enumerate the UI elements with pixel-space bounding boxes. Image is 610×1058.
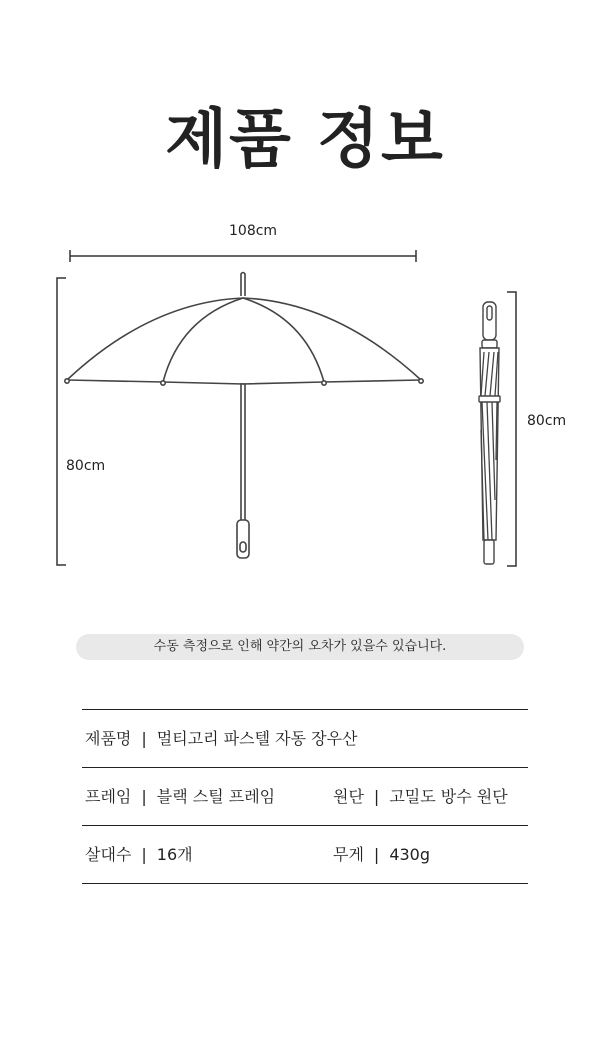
page-title: 제품 정보 xyxy=(165,103,445,177)
spec-label: 무게 xyxy=(333,845,364,864)
spec-row xyxy=(82,709,528,767)
dimension-lines xyxy=(57,250,516,566)
measurement-notice: 수동 측정으로 인해 약간의 오차가 있을수 있습니다. xyxy=(76,634,524,660)
spec-value: 고밀도 방수 원단 xyxy=(389,787,508,806)
spec-label: 원단 xyxy=(333,787,364,806)
separator: | xyxy=(373,787,380,806)
closed-umbrella xyxy=(479,302,500,564)
width-label: 108cm xyxy=(229,223,278,239)
open-umbrella xyxy=(65,273,423,559)
spec-cell xyxy=(333,768,508,825)
spec-table xyxy=(82,709,528,884)
spec-cell xyxy=(85,710,358,767)
spec-label: 프레임 xyxy=(85,787,132,806)
separator: | xyxy=(373,845,380,864)
spec-row xyxy=(82,767,528,825)
closed-height-bracket xyxy=(507,292,516,566)
spec-value: 멀티고리 파스텔 자동 장우산 xyxy=(156,729,358,748)
spec-cell xyxy=(85,768,275,825)
separator: | xyxy=(141,845,147,864)
spec-value: 430g xyxy=(389,845,431,864)
spec-value: 16개 xyxy=(156,845,193,864)
separator: | xyxy=(141,729,147,748)
spec-cell xyxy=(333,826,430,883)
spec-value: 블랙 스틸 프레임 xyxy=(156,787,276,806)
spec-label: 제품명 xyxy=(85,729,132,748)
open-height-label: 80cm xyxy=(66,458,106,474)
closed-height-label: 80cm xyxy=(527,413,567,429)
spec-cell xyxy=(85,826,193,883)
spec-label: 살대수 xyxy=(85,845,132,864)
open-height-bracket xyxy=(57,278,66,565)
separator: | xyxy=(141,787,147,806)
spec-row xyxy=(82,825,528,884)
canopy-outline xyxy=(67,298,421,380)
